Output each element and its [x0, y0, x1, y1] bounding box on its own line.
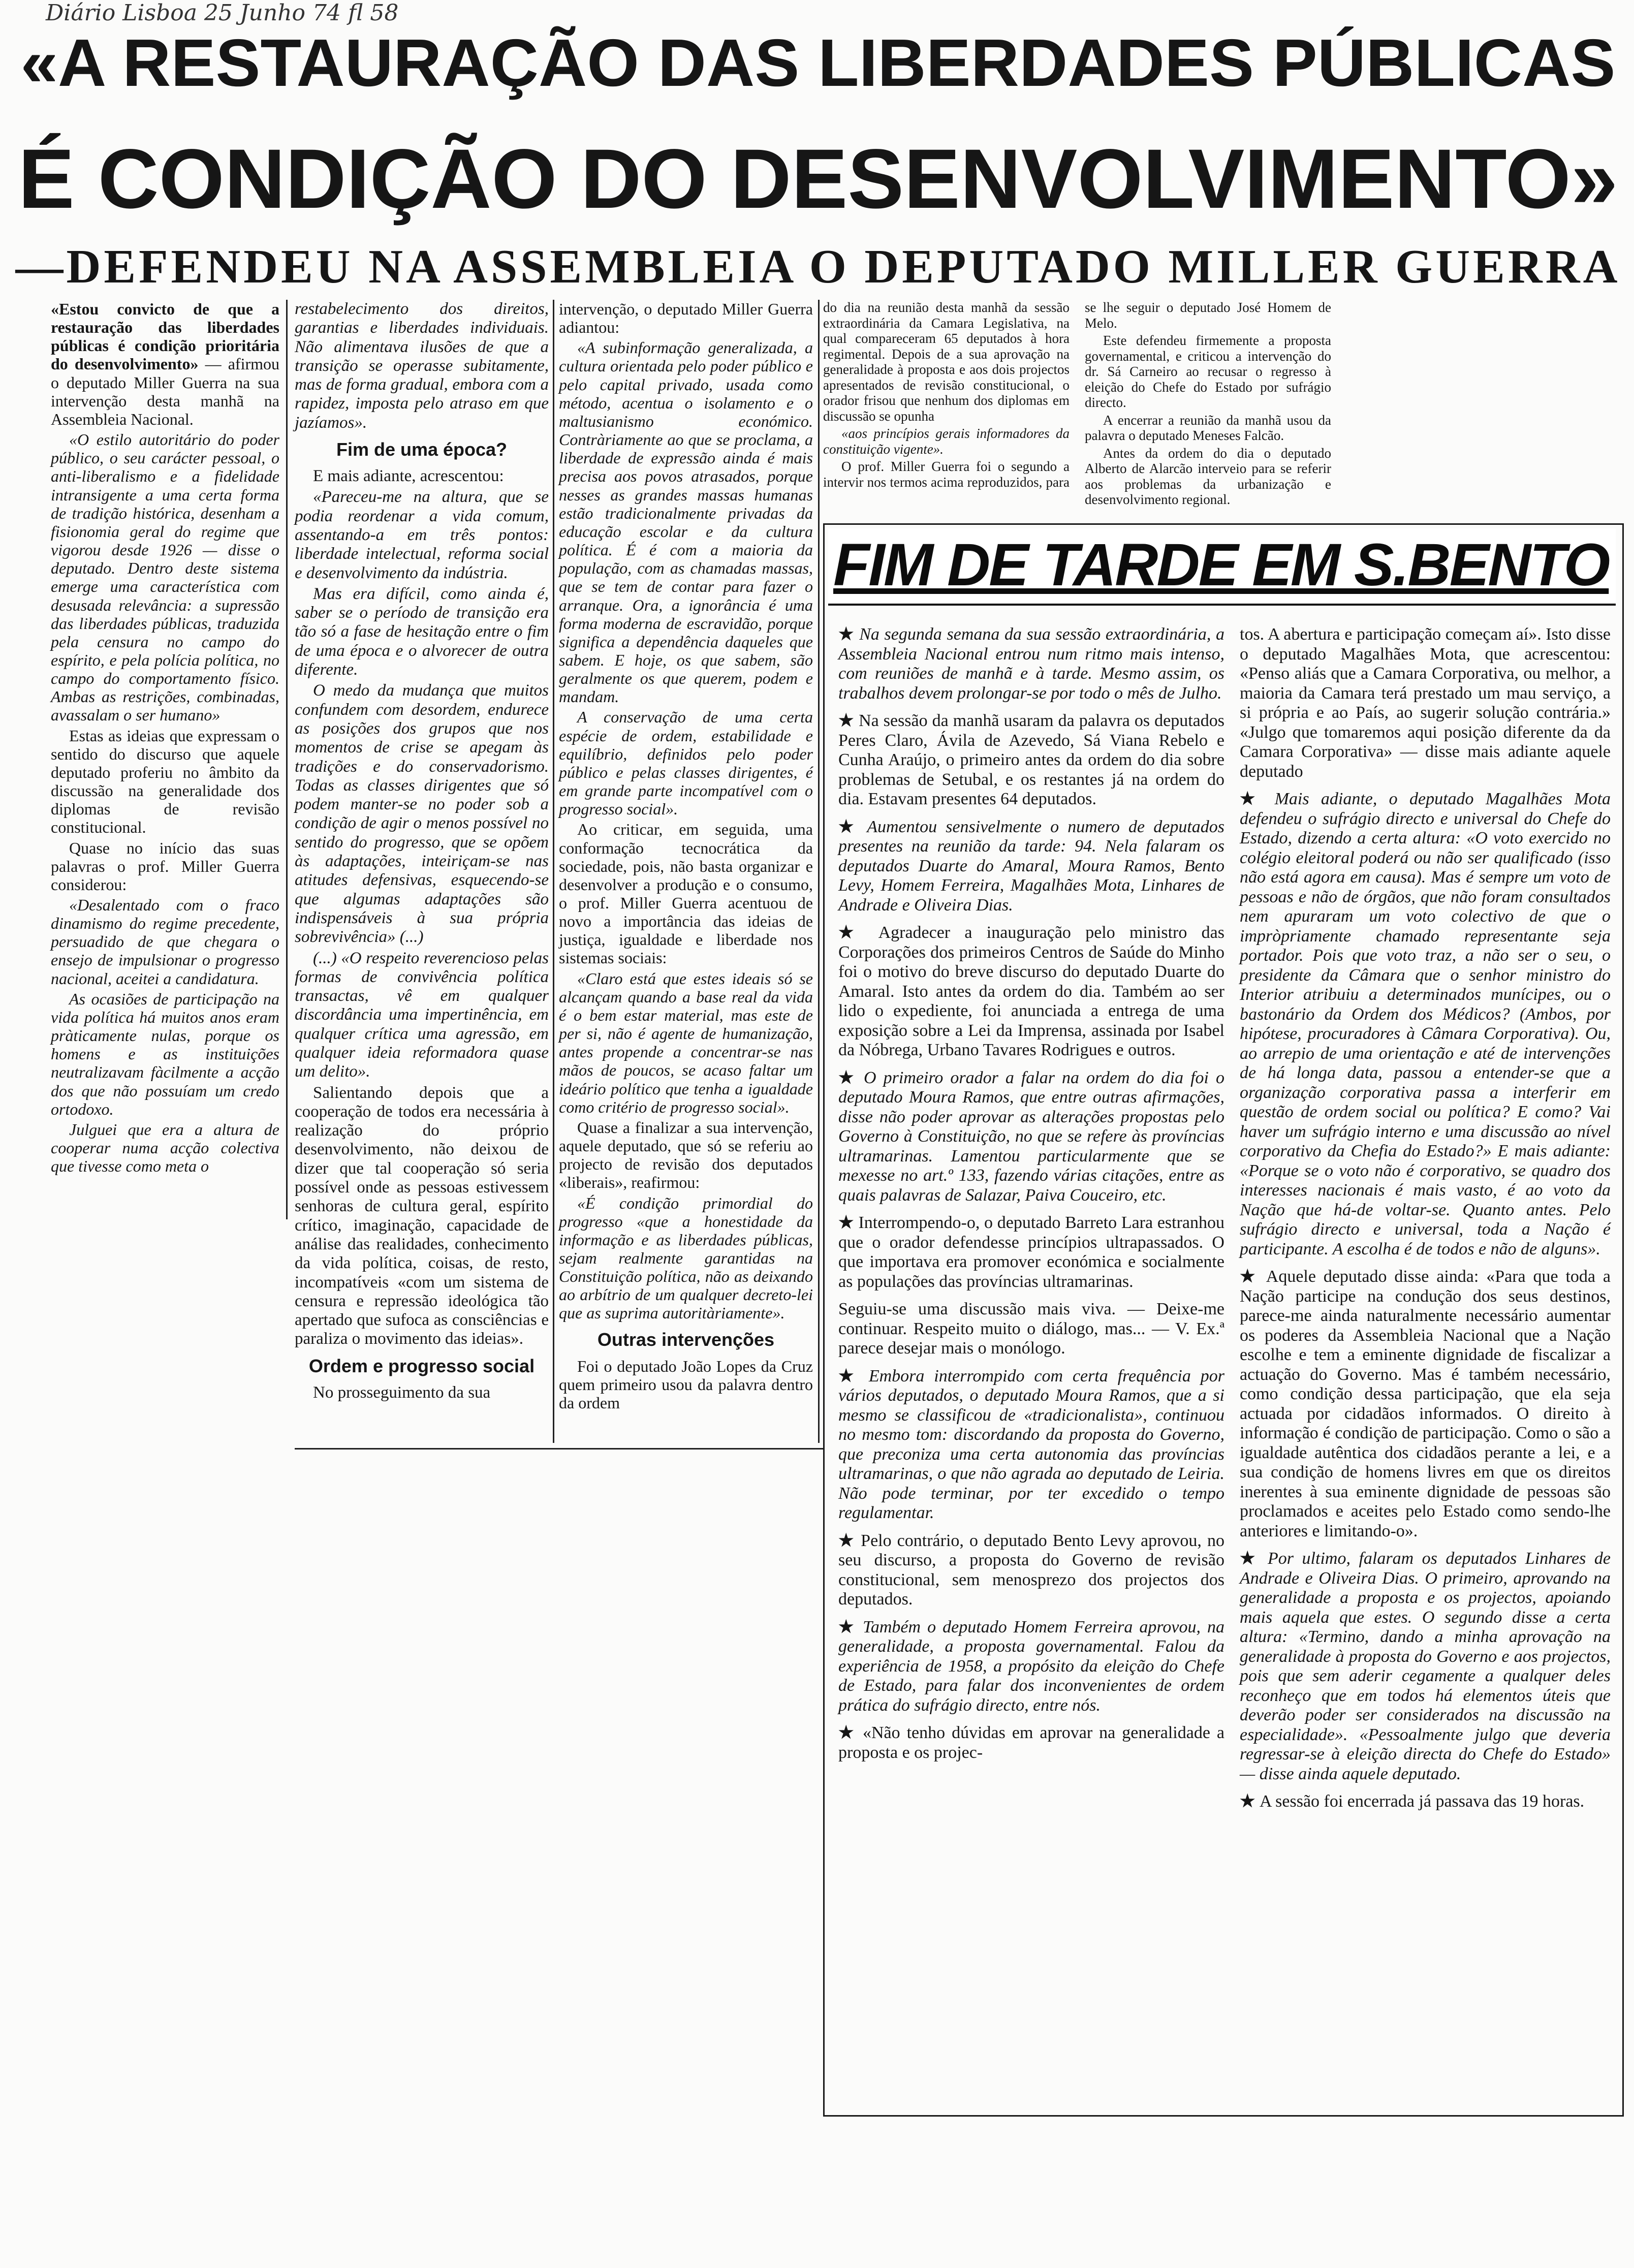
star-icon: ★ [1240, 1792, 1260, 1811]
star-icon: ★ [838, 625, 860, 644]
body-paragraph: Foi o deputado João Lopes da Cruz quem primeiro usou da palavra dentro da ordem [559, 1357, 813, 1412]
lead-tail: — afirmou o deputado Miller Guerra na sua intervenção desta manhã na Assembleia Nacional. [51, 355, 280, 428]
box-item-text: Aquele deputado disse ainda: «Para que toda a Nação participe na condução dos seus destinos, parece-me ainda naturalmente necessário aumentar os poderes da Assembleia Nacional que a Nação escolhe e tem a eminente dignidade de fiscalizar a actuação do Governo. Mas é também necessário, como condição dessa participação, que ela seja actuada por cidadãos informados. O direito à informação é condição de participação. Como o são a igualdade autêntica dos cidadãos perante a lei, e a sua condição de homens livres em que os direitos inerentes à sua eminente dignidade de pessoas são proclamados e aceites pelo Estado como sendo-lhe anteriores e limitando-o». [1240, 1267, 1611, 1540]
box-news-item [838, 1367, 1224, 1523]
box-item-text: «Não tenho dúvidas em aprovar na generalidade a proposta e os projec- [838, 1723, 1224, 1762]
box-item-text: Aumentou sensivelmente o numero de deputados presentes na reunião da tarde: 94. Nela falaram os deputados Duarte do Amaral, Moura Ramos, Bento Levy, Homem Ferreira, Magalhães Mota, Linhares de Andrade e Oliveira Dias. [838, 817, 1224, 915]
star-icon: ★ [838, 1617, 863, 1636]
subheading: Ordem e progresso social [308, 1355, 535, 1376]
box-item-text: Na sessão da manhã usaram da palavra os deputados Peres Claro, Ávila de Azevedo, Sá Viana Rebelo e Cunha Araújo, o primeiro antes da ordem do dia sobre problemas de Setubal, e os restantes já na ordem do dia. Estavam presentes 64 deputados. [838, 711, 1224, 808]
star-icon: ★ [838, 1723, 863, 1742]
body-paragraph: A encerrar a reunião da manhã usou da palavra o deputado Meneses Falcão. [1085, 412, 1331, 444]
column-rule [818, 300, 820, 1443]
column-rule [286, 300, 288, 1219]
column-rule [553, 300, 554, 1443]
box-item-text: Embora interrompido com certa frequência por vários deputados, o deputado Moura Ramos, que a si mesmo se classificou de «tradicionalista», continuou no mesmo tom: discordando da proposta do Governo, que preconiza uma certa autonomia das províncias ultramarinas, o que não agrada ao deputado de Leiria. Não pode terminar, por ter excedido o tempo regulamentar. [838, 1366, 1224, 1522]
star-icon: ★ [838, 1213, 859, 1232]
box-news-item [838, 1723, 1224, 1762]
quote-paragraph: Julguei que era a altura de cooperar numa acção colectiva que tivesse como meta o [51, 1120, 279, 1176]
box-column-left [838, 625, 1224, 1771]
body-paragraph: Quase a finalizar a sua intervenção, aquele deputado, que só se referiu ao projecto de revisão dos deputados «liberais», reafirmou: [559, 1118, 813, 1192]
box-news-item [838, 711, 1224, 809]
body-paragraph: Estas as ideias que expressam o sentido do discurso que aquele deputado proferiu no âmbito da discussão na generalidade dos diplomas de revisão constitucional. [51, 726, 279, 837]
box-news-item [1240, 1267, 1611, 1541]
star-icon: ★ [1240, 790, 1275, 808]
box-news-item [838, 923, 1224, 1060]
star-icon: ★ [838, 1366, 869, 1385]
quote-paragraph: «É condição primordial do progresso «que a honestidade da informação e as liberdades públicas, sejam realmente garantidas na Constituição política, não as deixando ao arbítrio de um qualquer decreto-lei que as suprima autoritàriamente». [559, 1193, 813, 1322]
box-item-text: Interrompendo-o, o deputado Barreto Lara estranhou que o orador defendesse princípios ultrapassados. O que importava era promover económica e socialmente as populações das províncias ultramarinas. [838, 1213, 1224, 1291]
box-news-item [838, 625, 1224, 703]
quote-paragraph: (...) «O respeito reverencioso pelas formas de convivência política transactas, vê em qualquer discordância uma impertinência, em qualquer crítica uma agressão, em qualquer ideia reformadora quase um delito». [295, 949, 549, 1081]
body-paragraph: intervenção, o deputado Miller Guerra adiantou: [559, 300, 813, 337]
body-paragraph: No prosseguimento da sua [313, 1383, 491, 1402]
subheading: Outras intervenções [597, 1329, 775, 1350]
box-item-text: tos. A abertura e participação começam aí». Isto disse o deputado Magalhães Mota, que acrescentou: «Penso aliás que a Camara Corporativa, ou melhor, a maioria da Camara terá prestado um mau serviço, a si própria e ao País, ao sugerir solução contrária.» «Julgo que tomaremos aqui posição diferente da da Camara Corporativa» — disse mais adiante aquele deputado [1240, 625, 1611, 781]
box-news-item [838, 1618, 1224, 1716]
quote-paragraph: As ocasiões de participação na vida política há muitos anos eram pràticamente nulas, porque os homens e as instituições neutralizavam fàcilmente a acção dos que não possuíam um credo ortodoxo. [51, 989, 279, 1118]
quote-paragraph: «Claro está que estes ideais só se alcançam quando a base real da vida é o bem estar material, mas este de per si, não é agente de humanização, antes propende a concentrar-se nas mãos de poucos, se acaso faltar um ideário político que tenha a igualdade como critério de progresso social». [559, 969, 813, 1116]
body-paragraph: O prof. Miller Guerra foi o segundo a intervir nos termos acima reproduzidos, para se lhe seguir o deputado José Homem de Melo. [823, 300, 1331, 490]
section-rule [295, 1448, 823, 1450]
star-icon: ★ [838, 923, 878, 942]
star-icon: ★ [838, 1068, 864, 1087]
box-column-right [1240, 625, 1611, 1820]
box-title: FIM DE TARDE EM S.BENTO [833, 531, 1609, 598]
box-item-text: Também o deputado Homem Ferreira aprovou, na generalidade, a proposta governamental. Falou da experiência de 1958, a propósito da eleição do Chefe de Estado, para falar dos inconvenientes de ordem prática do sufrágio directo, entre nós. [838, 1617, 1225, 1715]
headline-line-2: É CONDIÇÃO DO DESENVOLVIMENTO» [18, 132, 1618, 226]
body-paragraph: Antes da ordem do dia o deputado Alberto de Alarcão interveio para se referir aos problemas da urbanização e desenvolvimento regional. [1085, 445, 1331, 508]
box-news-item [838, 1068, 1224, 1206]
handwritten-note: Diário Lisboa 25 Junho 74 fl 58 [46, 0, 399, 26]
article-column-2 [295, 300, 549, 1404]
body-paragraph: Ao criticar, em seguida, uma conformação tecnocrática da sociedade, pois, não basta organizar e desenvolver a produção e o consumo, o prof. Miller Guerra acentuou de novo a importância das ideias de justiça, igualdade e liberdade nos sistemas sociais: [559, 820, 813, 967]
body-paragraph: Salientando depois que a cooperação de todos era necessária à realização do próprio desenvolvimento, não deixou de dizer que tal cooperação só seria possível onde as pessoas estivessem senhoras de cultura geral, espírito crítico, imaginação, capacidade de análise das realidades, conhecimento da vida política, coisas, de resto, incompatíveis «com um sistema de censura e repressão ideológica tão apertado que sufoca as consciências e paraliza o movimento das ideias». [295, 1083, 549, 1348]
star-icon: ★ [1240, 1549, 1268, 1568]
box-item-text: Seguiu-se uma discussão mais viva. — Deixe-me continuar. Respeito muito o diálogo, mas... — V. Ex.ª parece desejar mais o monólogo. [838, 1300, 1224, 1358]
article-column-1 [51, 300, 279, 1177]
star-icon: ★ [1240, 1267, 1266, 1286]
box-news-item [1240, 625, 1611, 781]
lead-quote: «Estou convicto de que a restauração das liberdades públicas é condição prioritária do desenvolvimento» [51, 300, 279, 373]
quote-paragraph: «Desalentado com o fraco dinamismo do regime precedente, persuadido de que chegara o ensejo de impulsionar o progresso nacional, aceitei a candidatura. [51, 896, 279, 988]
body-paragraph: Este defendeu firmemente a proposta governamental, e criticou a intervenção do dr. Sá Carneiro ao recusar o regresso à eleição do Chefe do Estado por sufrágio directo. [1085, 333, 1331, 411]
box-news-item [1240, 790, 1611, 1259]
box-news-item [1240, 1549, 1611, 1784]
star-icon: ★ [838, 817, 867, 836]
quote-paragraph: «O estilo autoritário do poder público, o seu carácter pessoal, o anti-liberalismo e a fidelidade intransigente a uma certa forma de tradição histórica, desenham a fisionomia geral do regime que vigorou desde 1926 — disse o deputado. Dentro deste sistema emerge uma característica com desusada relevância: a supressão das liberdades públicas, traduzida pela censura no campo do espírito, e pela polícia política, no campo do comportamento físico. Ambas as restrições, combinadas, avassalam o ser humano» [51, 430, 279, 724]
box-news-item [838, 1531, 1224, 1610]
box-item-text: Pelo contrário, o deputado Bento Levy aprovou, no seu discurso, a proposta do Governo de revisão constitucional, sem menosprezo dos projectos dos deputados. [838, 1531, 1225, 1609]
article-column-4 [823, 300, 1331, 513]
box-news-item [838, 1300, 1224, 1359]
box-item-text: Por ultimo, falaram os deputados Linhares de Andrade e Oliveira Dias. O primeiro, aprovando na generalidade a proposta e os projectos, apoiando mais aquela que estes. O segundo disse a certa altura: «Termino, dando a minha aprovação na generalidade à proposta do Governo e aos projectos, pois que sem aderir cegamente a qualquer deles reconheço que em todos há elementos úteis que deverão poder ser considerados na discussão na especialidade». «Pessoalmente julgo que deveria regressar-se à eleição directa do Chefe do Estado» — disse ainda aquele deputado. [1240, 1549, 1611, 1783]
box-item-text: Na segunda semana da sua sessão extraordinária, a Assembleia Nacional entrou num ritmo mais intenso, com reuniões de manhã e à tarde. Mesmo assim, os trabalhos devem prolongar-se por todo o mês de Julho. [838, 625, 1224, 703]
box-item-text: Mais adiante, o deputado Magalhães Mota defendeu o sufrágio directo e universal do Chefe do Estado, dizendo a certa altura: «O voto exercido no colégio eleitoral poderá ou não ser qualificado (isso não está agora em causa). Mas é sempre um voto de pessoas e não de órgãos, que não foram consultados nem apuraram um voto colectivo de que o impròpriamente chamado representante seja portador. Pois que voto traz, a não ser o seu, o presidente da Câmara que o senhor ministro do Interior atribuiu a determinados munícipes, ou o bastonário da Ordem dos Médicos? (Ambos, por hipótese, procuradores à Câmara Corporativa). Ou, ao arrepio de uma orientação e até de intervenções de há longa data, passou a entender-se que a organização corporativa passa a interferir em questão de ordem social ou política? E como? Vai haver um sufrágio interno e uma discussão ao nível corporativo da Chefia do Estado?» E mais adiante: «Porque se o voto não é corporativo, se quadro dos interesses nacionais é mais vasto, é ao voto da Nação que há-de voltar-se. Quanto antes. Pelo sufrágio directo e universal, toda a Nação é participante. A escolha é de todos e não de alguns». [1240, 790, 1611, 1258]
box-title-banner [828, 528, 1616, 606]
body-paragraph: Quase no início das suas palavras o prof. Miller Guerra considerou: [51, 838, 279, 894]
quote-paragraph: «Pareceu-me na altura, que se podia reordenar a vida comum, assentando-a em três pontos: liberdade intelectual, reforma social e desenvolvimento da indústria. [295, 488, 549, 582]
headline-line-1: «A RESTAURAÇÃO DAS LIBERDADES PÚBLICAS [20, 25, 1616, 100]
box-news-item [838, 1213, 1224, 1292]
star-icon: ★ [838, 1531, 861, 1550]
body-paragraph: do dia na reunião desta manhã da sessão extraordinária da Camara Legislativa, na qual compareceram 65 deputados à hora regimental. Depois de a sua aprovação na generalidade à proposta e aos dois projectos apresentados de revisão constitucional, o orador frisou que nenhum dos diplomas em discussão se opunha [823, 300, 1070, 424]
body-paragraph: E mais adiante, acrescentou: [313, 467, 504, 486]
star-icon: ★ [838, 711, 859, 730]
headline-subline: —DEFENDEU NA ASSEMBLEIA O DEPUTADO MILLER GUERRA [15, 240, 1621, 293]
quote-paragraph: «A subinformação generalizada, a cultura orientada pelo poder público e pelo capital privado, usada como método, acentua o isolamento e o maltusianismo económico. Contràriamente ao que se proclama, a liberdade de expressão ainda é mais precisa aos povos atrasados, porque nesses as grandes massas humanas estão tradicionalmente privadas da educação escolar e da cultura política. É é com a maioria da população, com as chamadas massas, que se tem de contar para fazer o arranque. Ora, a ignorância é uma forma moderna de escravidão, porque significa a dependência daqueles que sabem. E hoje, os que sabem, são geralmente os que querem, podem e mandam. [559, 338, 813, 706]
box-news-item [1240, 1792, 1611, 1812]
quote-paragraph: «aos princípios gerais informadores da constituição vigente». [823, 426, 1070, 457]
box-item-text: Agradecer a inauguração pelo ministro das Corporações dos primeiros Centros de Saúde do Minho foi o motivo do breve discurso do deputado Duarte do Amaral. Isto antes da ordem do dia. Também ao ser lido o expediente, foi anunciada a entrega de uma exposição sobre a Lei da Imprensa, assinada por Isabel da Nóbrega, Urbano Tavares Rodrigues e outros. [838, 923, 1224, 1059]
box-news-item [838, 817, 1224, 916]
subheading: Fim de uma época? [336, 439, 508, 460]
quote-paragraph: restabelecimento dos direitos, garantias e liberdades individuais. Não alimentava ilusões de que a transição se operasse subitamente, mas de forma gradual, embora com a rapidez, imposta pelo atraso em que jazíamos». [295, 300, 549, 432]
article-column-3 [559, 300, 813, 1414]
box-item-text: A sessão foi encerrada já passava das 19 horas. [1259, 1792, 1585, 1811]
quote-paragraph: A conservação de uma certa espécie de ordem, estabilidade e equilíbrio, definidos pelo poder público e pelas classes dirigentes, é em grande parte incompatível com o progresso social». [559, 708, 813, 818]
box-item-text: O primeiro orador a falar na ordem do dia foi o deputado Moura Ramos, que entre outras afirmações, disse não poder aprovar as alterações propostas pelo Governo à Constituição, no que se refere às províncias ultramarinas. Lamentou particularmente que se mexesse no art.º 133, fazendo várias citações, entre as quais palavras de Salazar, Paiva Couceiro, etc. [838, 1068, 1224, 1205]
quote-paragraph: O medo da mudança que muitos confundem com desordem, endurece as posições dos grupos que nos momentos de crise se apegam às tradições e do conservadorismo. Todas as classes dirigentes que só podem manter-se no poder sob a condição de agir o menos possível no sentido do progresso, que se opõem às adaptações, inteiriçam-se nas atitudes defensivas, esquecendo-se que algumas adaptações são indispensáveis à sua própria sobrevivência» (...) [295, 681, 549, 947]
quote-paragraph: Mas era difícil, como ainda é, saber se o período de transição era tão só a fase de hesitação entre o fim de uma época e o alvorecer de outra diferente. [295, 584, 549, 679]
